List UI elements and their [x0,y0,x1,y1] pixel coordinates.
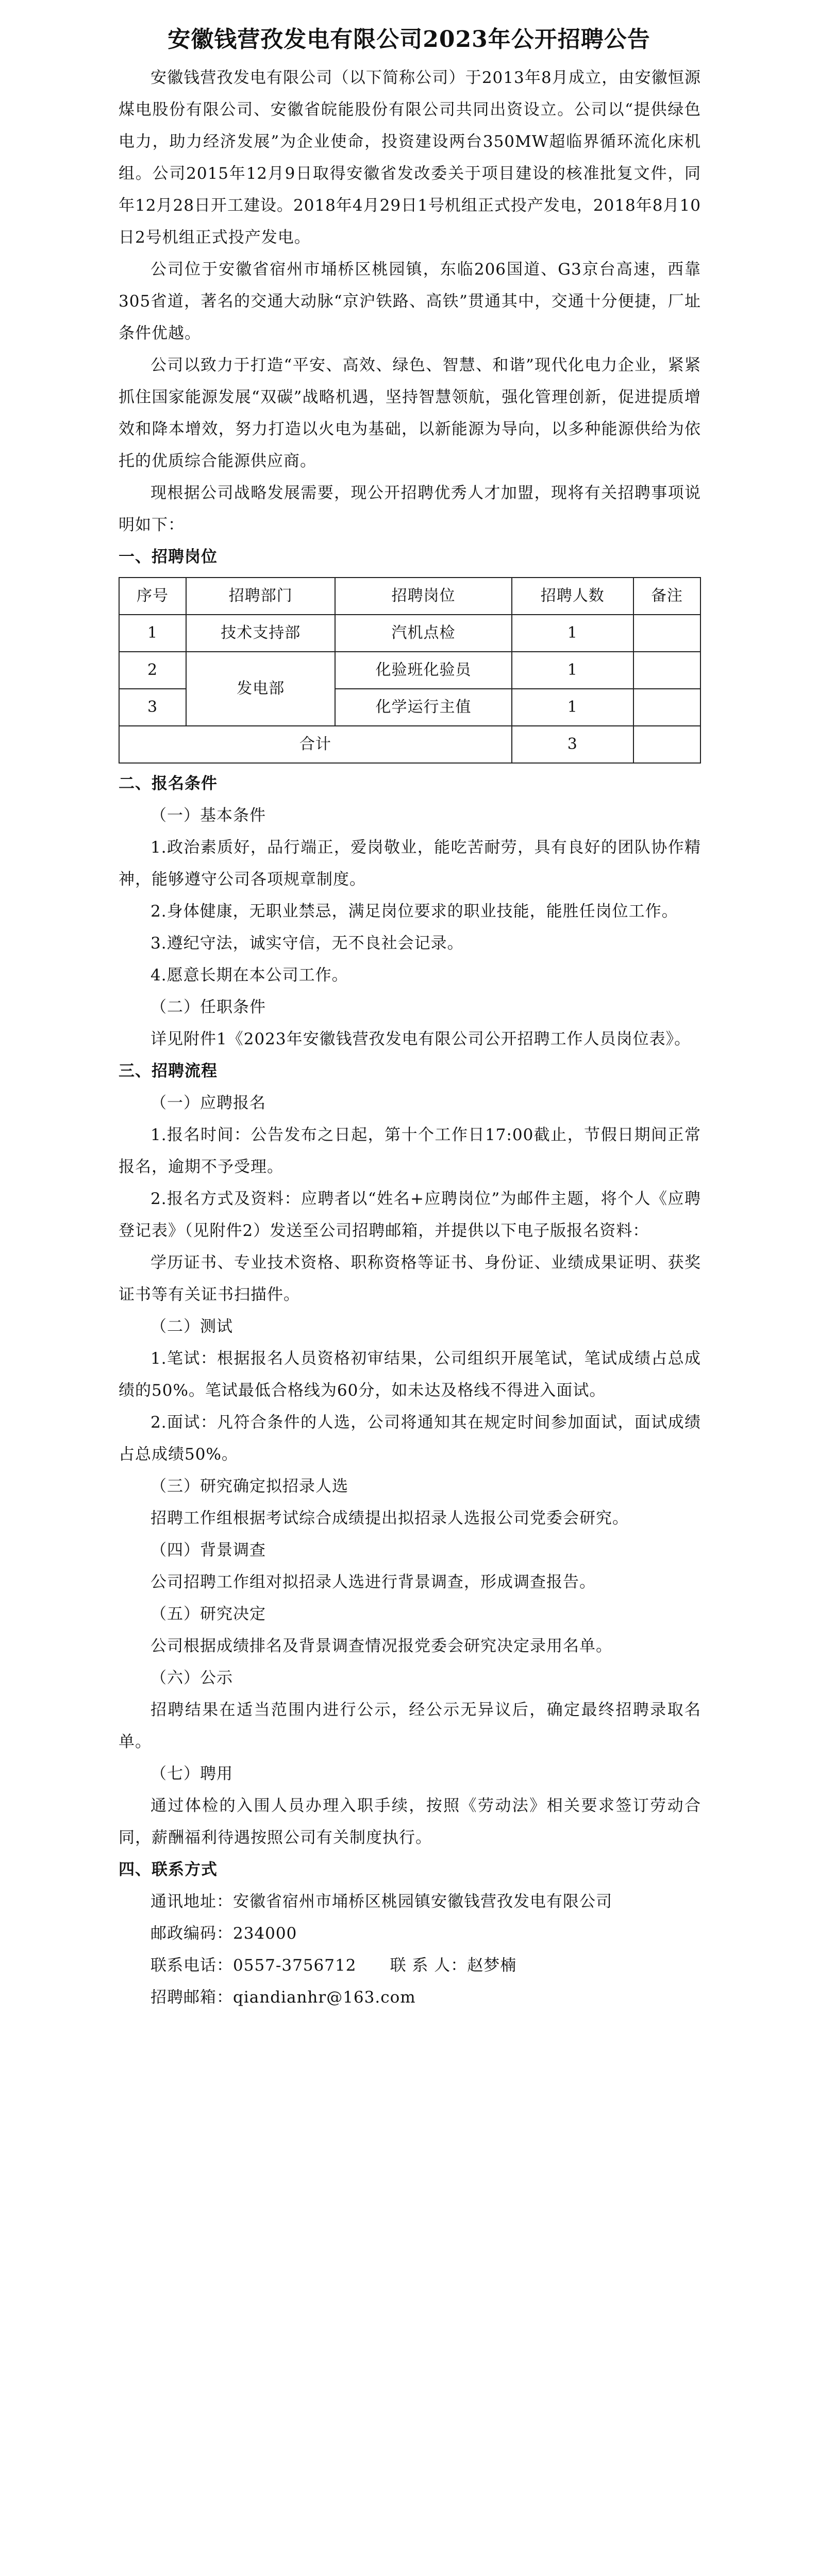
contact-phone-line [119,1950,701,1981]
table-cell: 1 [512,689,633,726]
test-item: 2.面试：凡符合条件的人选，公司将通知其在规定时间参加面试，面试成绩占总成绩50%。 [119,1413,701,1464]
subsection-heading: （一）基本条件 [151,806,266,825]
intro-paragraph: 安徽钱营孜发电有限公司（以下简称公司）于2013年8月成立，由安徽恒源煤电股份有限公司、安徽省皖能股份有限公司共同出资设立。公司以“提供绿色电力，助力经济发展”为企业使命，投资建设两台350MW超临界循环流化床机组。公司2015年12月9日取得安徽省发改委关于项目建设的核准批复文件，同年12月28日开工建设。2018年4月29日1号机组正式投产发电，2018年8月10日2号机组正式投产发电。 [119,69,701,247]
table-header: 招聘部门 [186,578,335,615]
table-cell [633,652,700,689]
email-label: 招聘邮箱： [151,1988,233,2007]
page-title: 安徽钱营孜发电有限公司2023年公开招聘公告 [168,26,650,53]
process-text: 公司招聘工作组对拟招录人选进行背景调查，形成调查报告。 [151,1573,596,1591]
process-text: 招聘工作组根据考试综合成绩提出拟招录人选报公司党委会研究。 [151,1509,629,1528]
total-count: 3 [512,726,633,763]
contact-zip-line [119,1918,701,1950]
person-value: 赵梦楠 [467,1956,517,1975]
table-cell: 2 [119,652,186,689]
table-total-row [119,726,700,763]
table-cell: 化验班化验员 [335,652,511,689]
table-cell [633,689,700,726]
subsection-heading: （六）公示 [151,1669,233,1687]
table-cell [633,615,700,652]
subsection-heading: （七）聘用 [151,1765,233,1783]
subsection-heading: （一）应聘报名 [151,1094,266,1112]
subsection-heading: （五）研究决定 [151,1605,266,1623]
process-text: 公司根据成绩排名及背景调查情况报党委会研究决定录用名单。 [151,1637,612,1655]
table-cell: 发电部 [186,652,335,726]
subsection-heading: （四）背景调查 [151,1541,266,1560]
table-cell [633,726,700,763]
qualification-text: 详见附件1《2023年安徽钱营孜发电有限公司公开招聘工作人员岗位表》。 [151,1030,691,1048]
apply-item: 学历证书、专业技术资格、职称资格等证书、身份证、业绩成果证明、获奖证书等有关证书扫描件。 [119,1253,701,1304]
process-text: 招聘结果在适当范围内进行公示，经公示无异议后，确定最终招聘录取名单。 [119,1701,701,1751]
table-cell: 技术支持部 [186,615,335,652]
total-label: 合计 [119,726,512,763]
zip-label: 邮政编码： [151,1924,233,1943]
condition-item: 3.遵纪守法，诚实守信，无不良社会记录。 [151,934,464,953]
positions-table [119,577,701,764]
section-heading-conditions: 二、报名条件 [119,774,218,793]
table-header: 招聘人数 [512,578,633,615]
contact-email-line [119,1981,701,2013]
phone-value: 0557-3756712 [233,1956,357,1975]
contact-address: 通讯地址：安徽省宿州市埇桥区桃园镇安徽钱营孜发电有限公司 [151,1892,612,1911]
announcement-body [119,62,701,2013]
table-header: 备注 [633,578,700,615]
intro-paragraph: 现根据公司战略发展需要，现公开招聘优秀人才加盟，现将有关招聘事项说明如下： [119,484,701,534]
table-row [119,615,700,652]
subsection-heading: （三）研究确定拟招录人选 [151,1477,348,1496]
person-label: 联 系 人： [390,1956,468,1975]
table-cell: 1 [512,615,633,652]
table-row [119,652,700,689]
table-cell: 化学运行主值 [335,689,511,726]
zip-value: 234000 [233,1924,297,1943]
table-cell: 1 [119,615,186,652]
apply-item: 1.报名时间：公告发布之日起，第十个工作日17:00截止，节假日期间正常报名，逾期不予受理。 [119,1126,701,1176]
email-link[interactable]: qiandianhr@163.com [233,1988,416,2007]
intro-paragraph: 公司以致力于打造“平安、高效、绿色、智慧、和谐”现代化电力企业，紧紧抓住国家能源发展“双碳”战略机遇，坚持智慧领航，强化管理创新，促进提质增效和降本增效，努力打造以火电为基础，以新能源为导向，以多种能源供给为依托的优质综合能源供应商。 [119,356,701,470]
apply-item: 2.报名方式及资料：应聘者以“姓名+应聘岗位”为邮件主题，将个人《应聘登记表》（见附件2）发送至公司招聘邮箱，并提供以下电子版报名资料： [119,1190,701,1240]
process-text: 通过体检的入围人员办理入职手续，按照《劳动法》相关要求签订劳动合同，薪酬福利待遇按照公司有关制度执行。 [119,1797,701,1847]
table-cell: 3 [119,689,186,726]
condition-item: 4.愿意长期在本公司工作。 [151,966,348,985]
table-header-row [119,578,700,615]
section-heading-process: 三、招聘流程 [119,1062,218,1080]
section-heading-contact: 四、联系方式 [119,1860,218,1879]
condition-item: 1.政治素质好，品行端正，爱岗敬业，能吃苦耐劳，具有良好的团队协作精神，能够遵守公司各项规章制度。 [119,838,701,889]
table-cell: 汽机点检 [335,615,511,652]
test-item: 1.笔试：根据报名人员资格初审结果，公司组织开展笔试，笔试成绩占总成绩的50%。笔试最低合格线为60分，如未达及格线不得进入面试。 [119,1349,701,1400]
condition-item: 2.身体健康，无职业禁忌，满足岗位要求的职业技能，能胜任岗位工作。 [151,902,678,921]
subsection-heading: （二）测试 [151,1317,233,1336]
table-header: 序号 [119,578,186,615]
subsection-heading: （二）任职条件 [151,998,266,1016]
table-header: 招聘岗位 [335,578,511,615]
intro-paragraph: 公司位于安徽省宿州市埇桥区桃园镇，东临206国道、G3京台高速，西靠305省道，著名的交通大动脉“京沪铁路、高铁”贯通其中，交通十分便捷，厂址条件优越。 [119,260,701,343]
table-cell: 1 [512,652,633,689]
section-heading-positions: 一、招聘岗位 [119,548,218,566]
phone-label: 联系电话： [151,1956,233,1975]
